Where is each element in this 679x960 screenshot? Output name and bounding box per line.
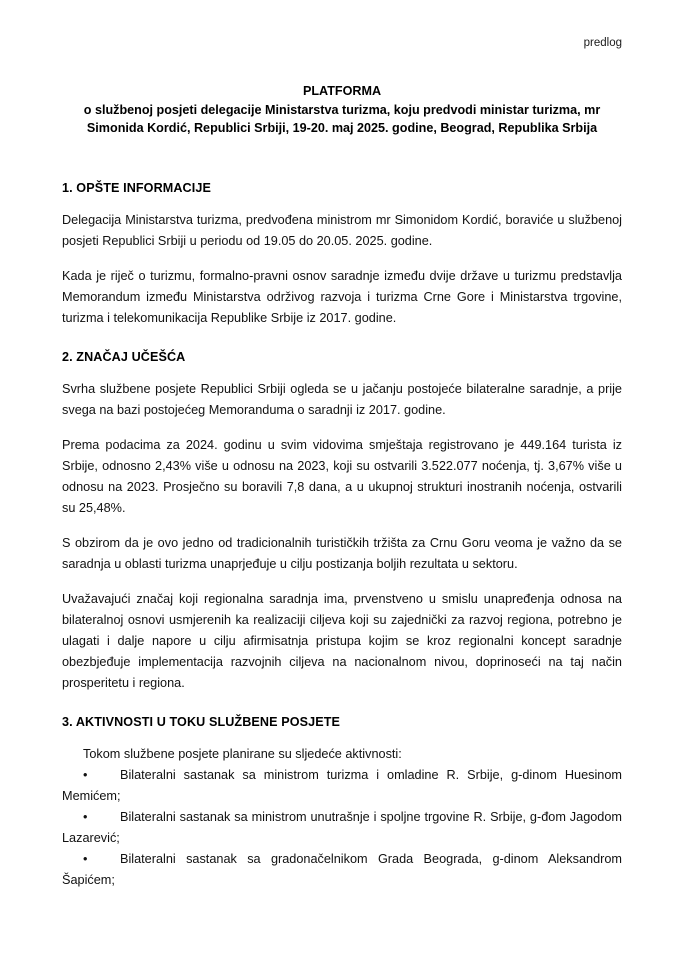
section-2-paragraph-2: Prema podacima za 2024. godinu u svim vidovima smještaja registrovano je 449.164 turista iz Srbije, odnosno 2,43% više u odnosu na 2023, koji su ostvarili 3.522.077 noćenja, tj. 3,67% više u odnosu na 2023. Prosječno su boravili 7,8 dana, a u ukupnoj strukturi inostranih noćenja, ostvarili su 25,48%. — [62, 438, 622, 515]
section-2-paragraph-4: Uvažavajući značaj koji regionalna saradnja ima, prvenstveno u smislu unapređenja odnosa na bilateralnoj osnovi usmjerenih ka realizaciji ciljeva koji su zajednički za razvoj regiona, potrebno je ulagati i dalje napore u cilju afirmisatnja pristupa kojim se kroz regionalni koncept saradnje obezbjeđuje implementacija razvojnih ciljeva na nacionalnom nivou, doprinoseći na taj način prosperitetu i regiona. — [62, 592, 622, 690]
document-title-block — [62, 82, 622, 138]
spacer — [62, 365, 622, 379]
section-heading-2: 2. ZNAČAJ UČEŠĆA — [62, 350, 186, 364]
spacer — [62, 329, 622, 349]
list-item — [62, 765, 622, 807]
document-header-note: predlog — [583, 37, 622, 49]
spacer — [62, 252, 622, 266]
bullet-icon: • — [83, 852, 88, 866]
spacer — [62, 421, 622, 435]
bullet-icon: • — [83, 810, 88, 824]
section-1-paragraph-1: Delegacija Ministarstva turizma, predvođena ministrom mr Simonidom Kordić, boraviće u službenoj posjeti Republici Srbiji u periodu od 19.05 do 20.05. 2025. godine. — [62, 213, 622, 248]
spacer — [62, 575, 622, 589]
spacer — [62, 694, 622, 714]
section-2-paragraph-1: Svrha službene posjete Republici Srbiji ogleda se u jačanju postojeće bilateralne saradnje, a prije svega na bazi postojećeg Memoranduma o saradnji iz 2017. godine. — [62, 382, 622, 417]
bullet-icon: • — [83, 768, 88, 782]
activities-list — [62, 744, 622, 891]
section-heading-1: 1. OPŠTE INFORMACIJE — [62, 181, 211, 195]
spacer — [62, 519, 622, 533]
section-heading-3: 3. AKTIVNOSTI U TOKU SLUŽBENE POSJETE — [62, 715, 341, 729]
document-title-main: PLATFORMA — [302, 84, 382, 98]
list-item — [62, 807, 622, 849]
spacer — [62, 196, 622, 210]
activities-lead-in: Tokom službene posjete planirane su sljedeće aktivnosti: — [83, 747, 402, 761]
section-2-paragraph-3: S obzirom da je ovo jedno od tradicionalnih turističkih tržišta za Crnu Goru veoma je važno da se saradnja u oblasti turizma unaprjeđuje u cilju postizanja boljih rezultata u sektoru. — [62, 536, 622, 571]
list-item-text: Bilateralni sastanak sa ministrom turizma i omladine R. Srbije, g-dinom Huesinom Memićem; — [62, 768, 622, 803]
document-body — [62, 180, 622, 891]
section-1-paragraph-2: Kada je riječ o turizmu, formalno-pravni osnov saradnje između dvije države u turizmu predstavlja Memorandum između Ministarstva održivog razvoja i turizma Crne Gore i Ministarstva trgovine, turizma i telekomunikacija Republike Srbije iz 2017. godine. — [62, 269, 622, 325]
list-item-text: Bilateralni sastanak sa ministrom unutrašnje i spoljne trgovine R. Srbije, g-đom Jagodom Lazarević; — [62, 810, 622, 845]
list-item — [62, 849, 622, 891]
spacer — [62, 730, 622, 744]
list-item-text: Bilateralni sastanak sa gradonačelnikom Grada Beograda, g-dinom Aleksandrom Šapićem; — [62, 852, 622, 887]
document-title-subtitle: o službenoj posjeti delegacije Ministarstva turizma, koju predvodi ministar turizma, mr Simonida Kordić, Republici Srbiji, 19-20. maj 2025. godine, Beograd, Republika Srbija — [83, 102, 601, 135]
